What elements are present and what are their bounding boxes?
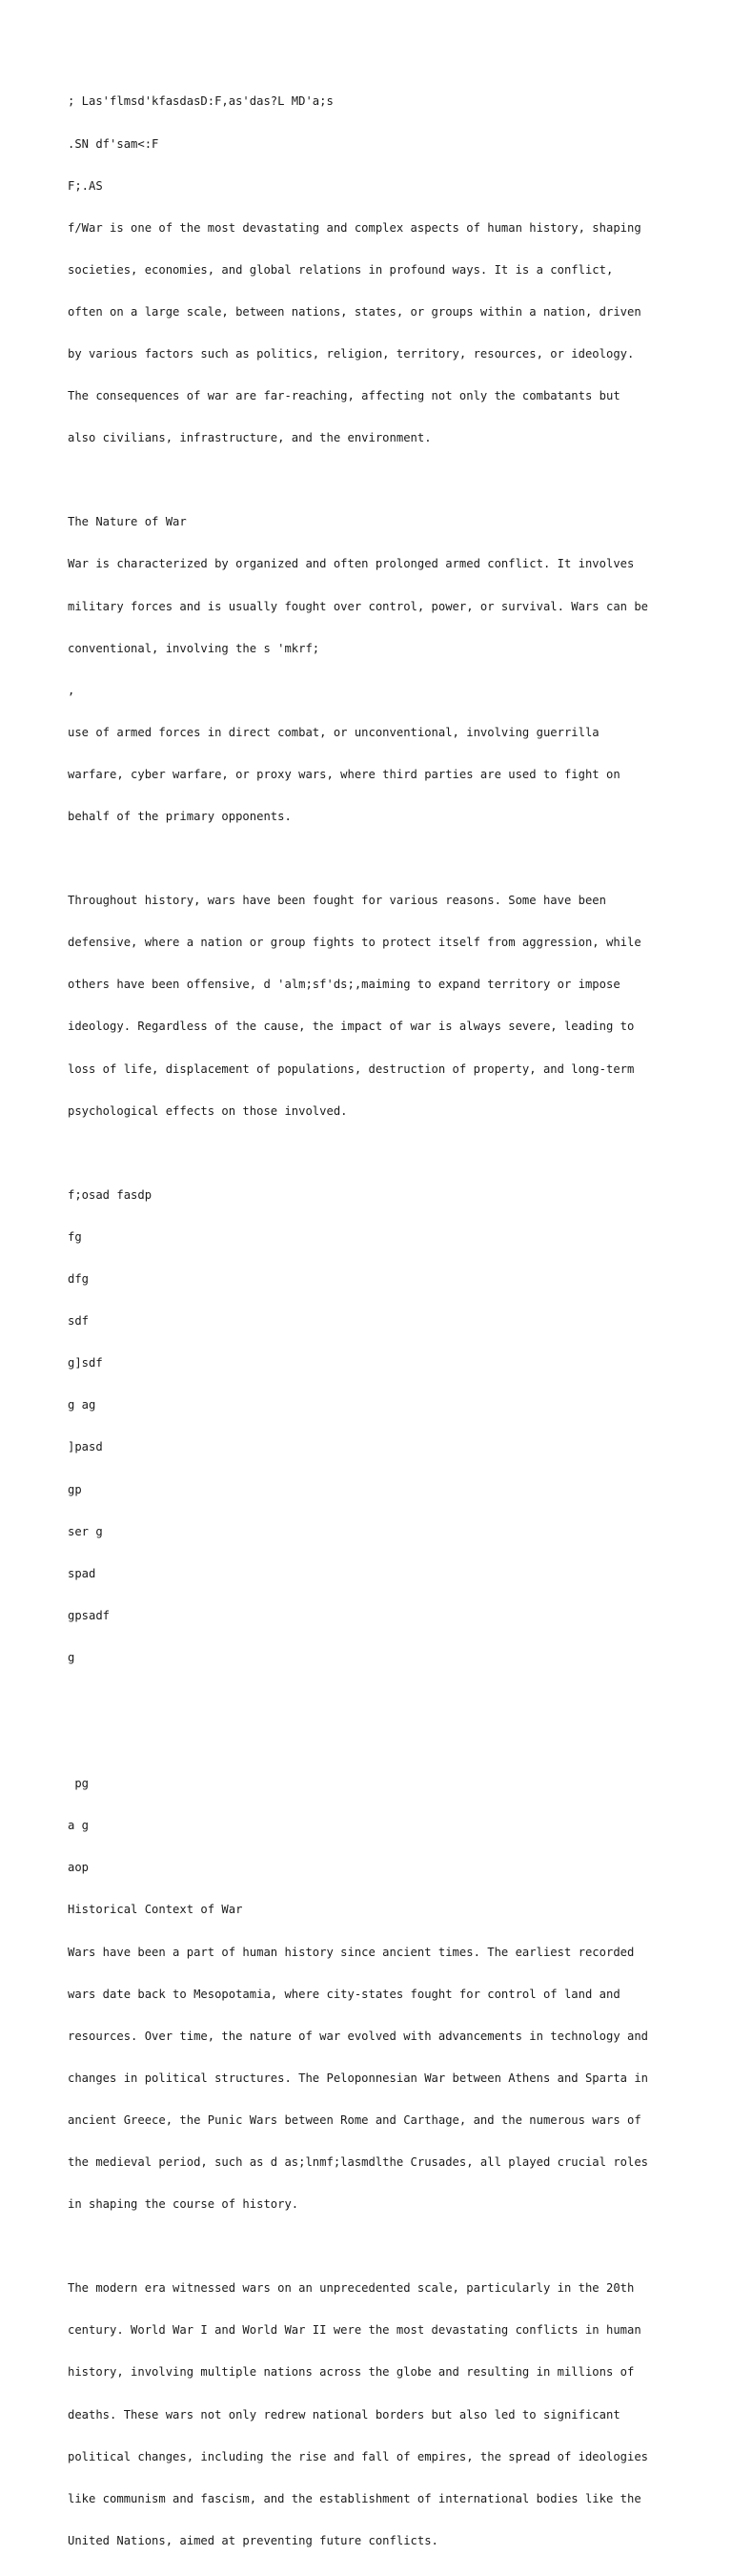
text-line: spad xyxy=(68,1566,96,1580)
text-line: aop xyxy=(68,1861,90,1875)
paragraph-reasons-line: Throughout history, wars have been fought for various reasons. Some have been xyxy=(68,894,606,908)
text-line: ser g xyxy=(68,1524,103,1538)
paragraph-nature-line: use of armed forces in direct combat, or unconventional, involving guerrilla xyxy=(68,725,600,739)
paragraph-modern-era-line: history, involving multiple nations across the globe and resulting in millions of xyxy=(68,2365,635,2380)
paragraph-reasons-line: loss of life, displacement of populations, destruction of property, and long-term xyxy=(68,1061,635,1076)
paragraph-modern-era-line: like communism and fascism, and the establishment of international bodies like the xyxy=(68,2491,641,2505)
blank-line xyxy=(68,1146,716,1161)
paragraph-reasons-line: ideology. Regardless of the cause, the impact of war is always severe, leading to xyxy=(68,1020,635,1034)
paragraph-history-line: the medieval period, such as d as;lnmf;lasmdlthe Crusades, all played crucial roles xyxy=(68,2155,649,2169)
text-line: f;osad fasdp xyxy=(68,1187,152,1202)
blank-line xyxy=(68,473,716,487)
paragraph-history-line: changes in political structures. The Peloponnesian War between Athens and Sparta in xyxy=(68,2071,649,2085)
paragraph-nature-line: conventional, involving the s 'mkrf; xyxy=(68,641,320,655)
paragraph-intro-line: societies, economies, and global relations in profound ways. It is a conflict, xyxy=(68,262,614,277)
text-line: pg xyxy=(68,1777,90,1791)
text-line: dfg xyxy=(68,1272,90,1287)
text-line: .SN df'sam<:F xyxy=(68,136,159,151)
paragraph-modern-era-line: century. World War I and World War II were the most devastating conflicts in human xyxy=(68,2323,641,2338)
paragraph-modern-era-line: The modern era witnessed wars on an unprecedented scale, particularly in the 20th xyxy=(68,2281,635,2296)
paragraph-reasons-line: psychological effects on those involved. xyxy=(68,1103,348,1118)
paragraph-nature-line: military forces and is usually fought over control, power, or survival. Wars can be xyxy=(68,599,649,613)
paragraph-modern-era-line: deaths. These wars not only redrew national borders but also led to significant xyxy=(68,2407,620,2421)
paragraph-nature-line: behalf of the primary opponents. xyxy=(68,810,292,823)
document-body xyxy=(68,67,716,2576)
blank-line xyxy=(68,1693,716,1707)
blank-line xyxy=(68,852,716,866)
section-heading-historical-context: Historical Context of War xyxy=(68,1903,243,1917)
paragraph-history-line: Wars have been a part of human history since ancient times. The earliest recorded xyxy=(68,1945,635,1959)
paragraph-history-line: ancient Greece, the Punic Wars between Rome and Carthage, and the numerous wars of xyxy=(68,2112,641,2127)
paragraph-intro-line: also civilians, infrastructure, and the environment. xyxy=(68,431,432,445)
text-line: F;.AS xyxy=(68,178,103,193)
text-line: g ag xyxy=(68,1398,96,1412)
paragraph-history-line: wars date back to Mesopotamia, where city-states fought for control of land and xyxy=(68,1987,620,2001)
section-heading-nature-of-war: The Nature of War xyxy=(68,515,187,529)
paragraph-intro-line: The consequences of war are far-reaching, affecting not only the combatants but xyxy=(68,389,620,403)
paragraph-intro-line: often on a large scale, between nations, states, or groups within a nation, driven xyxy=(68,304,641,319)
text-line: fg xyxy=(68,1229,82,1244)
text-line: ]pasd xyxy=(68,1440,103,1454)
text-line: ; Las'flmsd'kfasdasD:F,as'das?L MD'a;s xyxy=(68,94,334,109)
text-line: , xyxy=(68,683,75,697)
text-line: gpsadf xyxy=(68,1608,111,1622)
paragraph-history-line: in shaping the course of history. xyxy=(68,2197,299,2212)
paragraph-reasons-line: defensive, where a nation or group fights to protect itself from aggression, while xyxy=(68,936,641,950)
paragraph-modern-era-line: United Nations, aimed at preventing future conflicts. xyxy=(68,2533,438,2547)
blank-line xyxy=(68,2239,716,2254)
paragraph-history-line: resources. Over time, the nature of war evolved with advancements in technology and xyxy=(68,2029,649,2043)
text-line: gp xyxy=(68,1482,82,1496)
paragraph-modern-era-line: political changes, including the rise and fall of empires, the spread of ideologies xyxy=(68,2449,649,2463)
blank-line xyxy=(68,1735,716,1749)
text-line: a g xyxy=(68,1819,90,1833)
paragraph-intro-line: f/War is one of the most devastating and complex aspects of human history, shaping xyxy=(68,220,641,235)
text-line: sdf xyxy=(68,1314,90,1329)
paragraph-nature-line: War is characterized by organized and often prolonged armed conflict. It involves xyxy=(68,557,635,571)
text-line: g]sdf xyxy=(68,1356,103,1370)
text-line: g xyxy=(68,1650,75,1664)
paragraph-intro-line: by various factors such as politics, religion, territory, resources, or ideology. xyxy=(68,346,635,361)
paragraph-nature-line: warfare, cyber warfare, or proxy wars, where third parties are used to fight on xyxy=(68,767,620,781)
paragraph-reasons-line: others have been offensive, d 'alm;sf'ds;,maiming to expand territory or impose xyxy=(68,978,620,992)
